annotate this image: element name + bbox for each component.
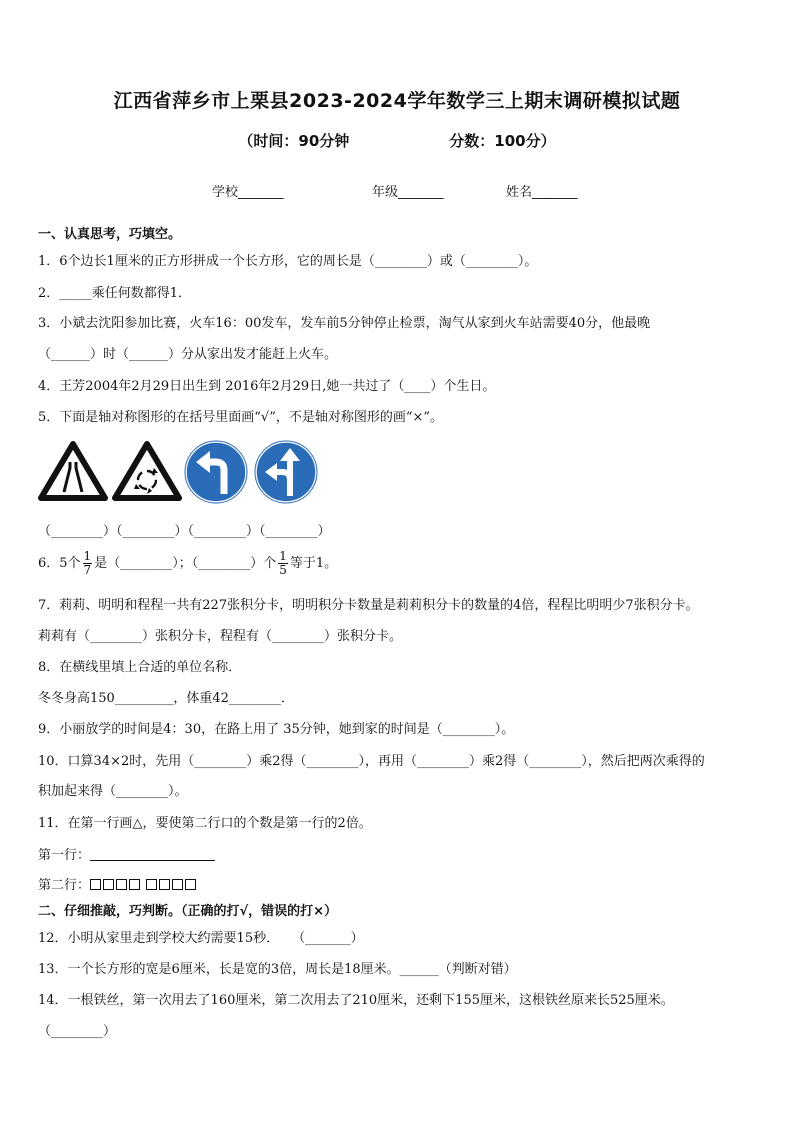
question-4: 4．王芳2004年2月29日出生到 2016年2月29日,她一共过了（____）个生日。: [38, 379, 496, 394]
square-group-1: [90, 878, 142, 893]
warning-roundabout-icon: [112, 440, 182, 502]
question-9: 9．小丽放学的时间是4：30，在路上用了 35分钟，她到家的时间是（________）。: [38, 722, 515, 737]
question-7-line-2: 莉莉有（________）张积分卡，程程有（________）张积分卡。: [38, 629, 403, 644]
row-1-label: 第一行：: [38, 848, 91, 863]
warning-narrow-road-icon: [38, 440, 108, 502]
square-icon: [185, 879, 196, 890]
square-icon: [172, 879, 183, 890]
section-heading-1: 一、认真思考，巧填空。: [38, 227, 182, 242]
question-11: 11．在第一行画△，要使第二行口的个数是第一行的2倍。: [38, 816, 372, 831]
question-5: 5．下面是轴对称图形的在括号里面画“√”，不是轴对称图形的画“×”。: [38, 410, 444, 425]
row-2-label: 第二行：: [38, 878, 91, 893]
question-13: 13．一个长方形的宽是6厘米，长是宽的3倍，周长是18厘米。______（判断对错）: [38, 962, 517, 977]
square-icon: [159, 879, 170, 890]
turn-left-sign-icon: [184, 440, 248, 504]
fraction-numerator: 1: [83, 549, 92, 563]
square-icon: [103, 879, 114, 890]
straight-or-left-sign-icon: [254, 440, 318, 504]
question-3-line-1: 3．小斌去沈阳参加比赛，火车16：00发车，发车前5分钟停止检票，淘气从家到火车站需要40分，他最晚: [38, 316, 651, 331]
fraction-denominator: 7: [83, 563, 92, 577]
question-12: 12．小明从家里走到学校大约需要15秒． （_______）: [38, 931, 364, 946]
school-field[interactable]: 学校_______: [212, 185, 284, 200]
question-14-line-2: （________）: [38, 1024, 117, 1039]
square-icon: [129, 879, 140, 890]
question-7-line-1: 7．莉莉、明明和程程一共有227张积分卡，明明积分卡数量是莉莉积分卡的数量的4倍，程程比明明少7张积分卡。: [38, 598, 699, 613]
section-heading-2: 二、仔细推敲，巧判断。（正确的打√，错误的打×）: [38, 904, 338, 919]
answer-line[interactable]: [90, 860, 215, 861]
square-icon: [116, 879, 127, 890]
question-6: [38, 550, 337, 577]
question-8-line-1: 8．在横线里填上合适的单位名称．: [38, 660, 242, 675]
question-10-line-1: 10．口算34×2时，先用（________）乘2得（________），再用（________）乘2得（________），然后把两次乘得的: [38, 754, 705, 769]
name-field[interactable]: 姓名_______: [506, 185, 578, 200]
question-10-line-2: 积加起来得（________）。: [38, 784, 188, 799]
question-11-row-2: [38, 874, 198, 893]
question-3-line-2: （______）时（______）分从家出发才能赶上火车。: [38, 347, 338, 362]
question-1: 1．6个边长1厘米的正方形拼成一个长方形，它的周长是（________）或（________）。: [38, 254, 538, 269]
exam-subtitle: [0, 130, 794, 151]
fraction-numerator: 1: [279, 549, 287, 563]
square-icon: [146, 879, 157, 890]
question-6-prefix: 6．5个: [38, 556, 81, 571]
grade-field[interactable]: 年级_______: [372, 185, 444, 200]
square-icon: [90, 879, 101, 890]
time-limit: （时间：90分钟: [238, 132, 350, 150]
question-8-line-2: 冬冬身高150_________，体重42________．: [38, 691, 294, 706]
fraction-one-fifth: [278, 550, 288, 577]
page-title: 江西省萍乡市上栗县2023-2024学年数学三上期末调研模拟试题: [113, 90, 681, 112]
question-14-line-1: 14．一根铁丝，第一次用去了160厘米，第二次用去了210厘米，还剩下155厘米，这根铁丝原来长525厘米。: [38, 993, 674, 1008]
question-11-row-1: [38, 844, 215, 863]
question-2: 2．_____乘任何数都得1．: [38, 286, 192, 301]
question-5-answers: （________）（________）（________）（________）: [38, 524, 331, 539]
question-6-middle: 是（________）；（________）个: [94, 556, 277, 571]
fraction-one-seventh: [83, 550, 93, 577]
total-score: 分数：100分）: [449, 132, 556, 150]
question-6-suffix: 等于1。: [289, 556, 338, 571]
square-group-2: [146, 878, 198, 893]
fraction-denominator: 5: [279, 563, 287, 577]
